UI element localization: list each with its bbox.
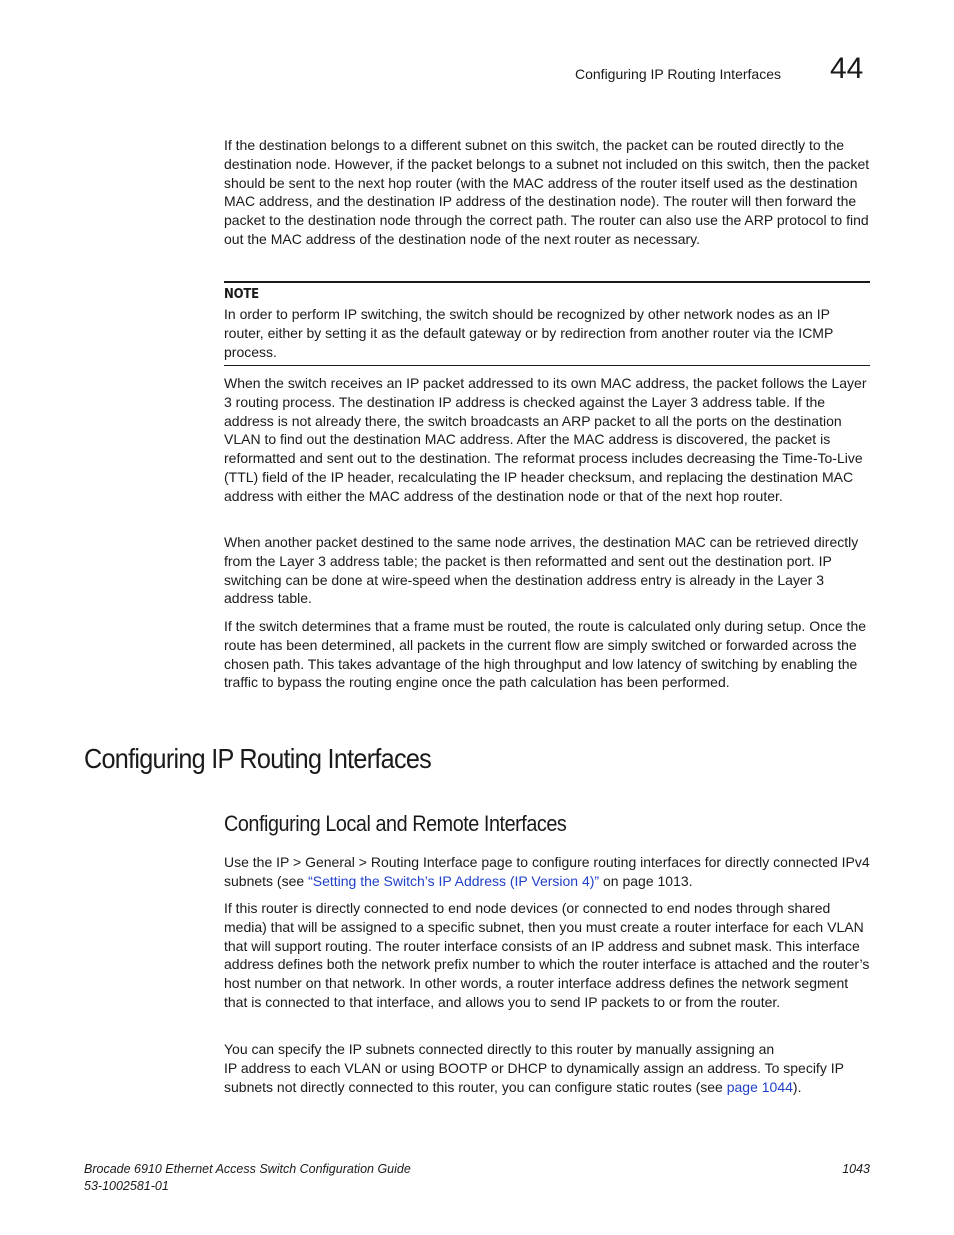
footer-doc-title: Brocade 6910 Ethernet Access Switch Configuration Guide bbox=[84, 1162, 411, 1176]
sub-paragraph-3-line1: You can specify the IP subnets connected directly to this router by manually assigning an bbox=[224, 1041, 775, 1057]
chapter-number: 44 bbox=[830, 52, 864, 85]
intro-section bbox=[224, 136, 870, 249]
sub-paragraph-1-wrap bbox=[224, 853, 870, 891]
sub-paragraph-1 bbox=[224, 853, 870, 891]
body-paragraph: When another packet destined to the same node arrives, the destination MAC can be retrieved directly from the Layer 3 address table; the packet is then reformatted and sent out the destination port. IP switching can be done at wire-speed when the destination address entry is already in the Layer 3 address table. bbox=[224, 534, 859, 607]
footer-page-number: 1043 bbox=[842, 1162, 870, 1176]
sub-paragraph-3 bbox=[224, 1040, 870, 1096]
sub-paragraph-2-wrap bbox=[224, 899, 870, 1012]
note-text: In order to perform IP switching, the switch should be recognized by other network nodes as an IP router, either by setting it as the default gateway or by redirection from another router via the ICMP process. bbox=[224, 306, 834, 360]
sub-paragraph-2: If this router is directly connected to end node devices (or connected to end nodes through shared media) that will be assigned to a specific subnet, then you must create a router interface for each VLAN that will support routing. The router interface consists of an IP address and subnet mask. This interface address defines both the network prefix number to which the router interface is attached and the router’s host number on that network. In other words, a router interface address defines the network segment that is connected to that interface, and allows you to send IP packets to or from the router. bbox=[224, 900, 870, 1010]
note-box bbox=[224, 281, 870, 366]
body-paragraph-3-wrap bbox=[224, 617, 870, 692]
sub-paragraph-1-text: Use the IP > General > Routing Interface page to configure routing interfaces for directly connected IPv4 subnets (see bbox=[224, 854, 870, 889]
body-paragraph: If the switch determines that a frame must be routed, the route is calculated only during setup. Once the route has been determined, all packets in the current flow are simply switched or forwarded across the chosen path. This takes advantage of the high throughput and low latency of switching by enabling the traffic to bypass the routing engine once the path calculation has been performed. bbox=[224, 618, 867, 691]
footer-doc-number: 53-1002581-01 bbox=[84, 1179, 169, 1193]
running-header-title: Configuring IP Routing Interfaces bbox=[575, 66, 781, 82]
note-label: NOTE bbox=[224, 287, 259, 302]
intro-paragraph: If the destination belongs to a different subnet on this switch, the packet can be routed directly to the destination node. However, if the packet belongs to a subnet not included on this switch, then the packet should be sent to the next hop router (with the MAC address of the router itself used as the destination MAC address, and the destination IP address of the destination node). The router will then forward the packet to the destination node through the correct path. The router can also use the ARP protocol to find out the MAC address of the destination node of the next router as necessary. bbox=[224, 137, 870, 247]
ip-address-xref-link[interactable]: “Setting the Switch’s IP Address (IP Version 4)” bbox=[308, 872, 600, 889]
subsection-heading: Configuring Local and Remote Interfaces bbox=[224, 811, 567, 836]
sub-paragraph-1-tail: on page 1013. bbox=[599, 872, 693, 889]
section-heading: Configuring IP Routing Interfaces bbox=[84, 743, 432, 774]
sub-paragraph-3-wrap bbox=[224, 1040, 870, 1096]
sub-paragraph-3-text: IP address to each VLAN or using BOOTP or DHCP to dynamically assign an address. To specify IP subnets not directly connected to this router, you can configure static routes (see bbox=[224, 1059, 844, 1095]
body-paragraph: When the switch receives an IP packet addressed to its own MAC address, the packet follows the Layer 3 routing process. The destination IP address is checked against the Layer 3 address table. If the address is not already there, the switch broadcasts an ARP packet to all the ports on the destination VLAN to find out the destination MAC address. After the MAC address is discovered, the packet is reformatted and sent out to the destination. The reformat process includes decreasing the Time-To-Live (TTL) field of the IP header, recalculating the IP header checksum, and replacing the destination MAC address with either the MAC address of the destination node or that of the next hop router. bbox=[224, 375, 867, 504]
page-1044-link[interactable]: page 1044 bbox=[726, 1078, 793, 1095]
body-paragraph-1-wrap bbox=[224, 374, 870, 506]
sub-paragraph-3-tail: ). bbox=[792, 1078, 802, 1095]
body-paragraph-2-wrap bbox=[224, 533, 870, 608]
